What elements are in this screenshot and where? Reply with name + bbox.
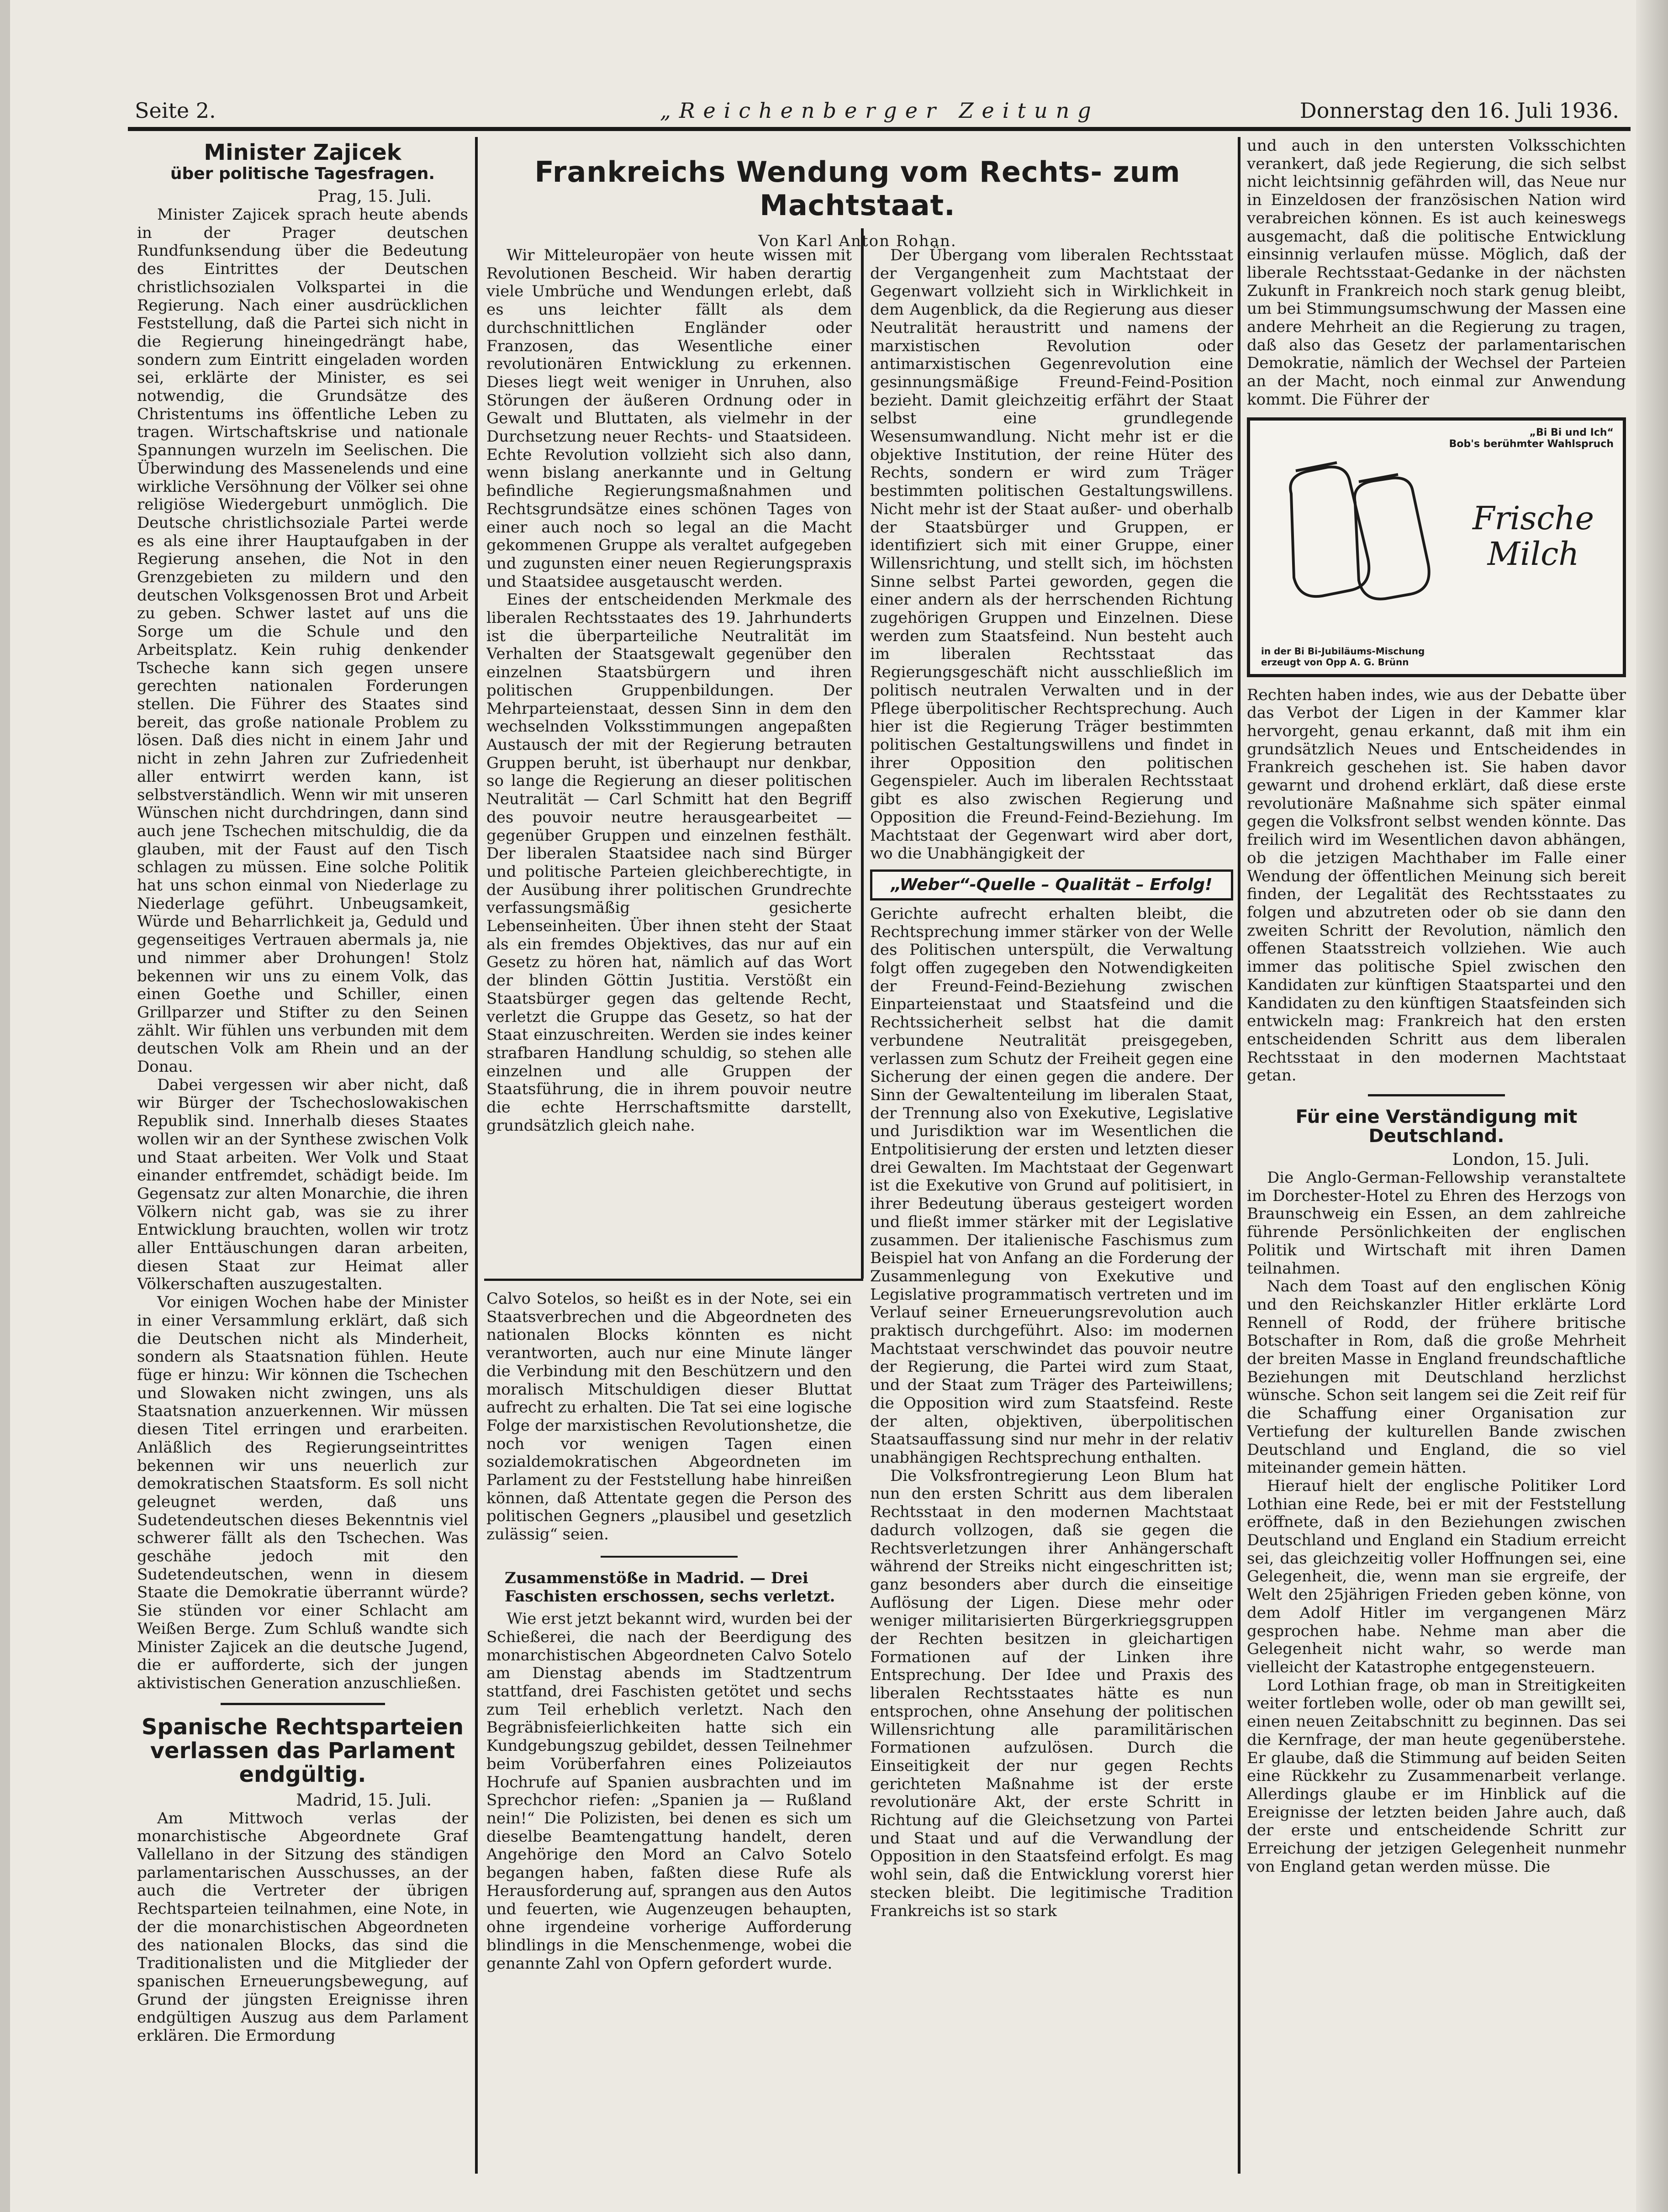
milk-brand: Frische Milch	[1472, 499, 1594, 573]
scan-edge-left	[0, 0, 10, 2212]
article-paragraph: Calvo Sotelos, so heißt es in der Note, sei ein Staatsverbrechen und die Abgeordneten des nationalen Blocks könnten es nicht verantworten, auch nur eine Minute länger die Verbindung mit den Beschützern und den moralisch Mitschuldigen dieser Bluttat aufrecht zu erhalten. Die Tat sei eine logische Folge der marxistischen Revolutionshetze, die noch vor wenigen Tagen einen sozialdemokratischen Abgeordneten im Parlament zu der Feststellung habe hinreißen können, daß Attentate gegen die Person des politischen Gegners „plausibel und gesetzlich zulässig“ seien.	[486, 1290, 852, 1544]
article-paragraph: Vor einigen Wochen habe der Minister in einer Versammlung erklärt, daß sich die Deutschen nicht als Minderheit, sondern als Staatsnation fühlen. Heute füge er hinzu: Wir können die Tschechen und Slowaken nicht zwingen, uns als Staatsnation anzuerkennen. Wir müssen diesen Titel erringen und erarbeiten. Anläßlich des Regierungseintrittes bekennen wir uns neuerlich zur demokratischen Staatsform. Es soll nicht geleugnet werden, daß uns Sudetendeutschen dieses Bekenntnis viel schwerer fällt als den Tschechen. Was geschähe jedoch mit den Sudetendeutschen, wenn in diesem Staate die Demokratie überrannt würde? Sie stünden vor einer Schlacht am Weißen Berge. Zum Schluß wandte sich Minister Zajicek an die deutsche Jugend, die er aufforderte, sich der jungen aktivistischen Generation anzuschließen.	[137, 1293, 468, 1692]
article-paragraph: Am Mittwoch verlas der monarchistische Abgeordnete Graf Vallellano in der Sitzung des ständigen parlamentarischen Ausschusses, an der auch die Vertreter der übrigen Rechtsparteien teilnahmen, eine Note, in der die monarchistischen Abgeordneten des nationalen Blocks, das sind die Traditionalisten und die Mitglieder der spanischen Erneuerungsbewegung, auf Grund der jüngsten Ereignisse ihren endgültigen Auszug aus dem Parlament erklären. Die Ermordung	[137, 1809, 468, 2045]
article-paragraph: Eines der entscheidenden Merkmale des liberalen Rechtsstaates des 19. Jahrhunderts ist die überparteiliche Neutralität im Verhalten der Staatsgewalt gegenüber den einzelnen Staatsbürgern und ihren politischen Gruppenbildungen. Der Mehrparteienstaat, dessen Sinn in dem den wechselnden Volksstimmungen angepaßten Austausch der mit der Regierung betrauten Gruppen beruht, ist überhaupt nur denkbar, so lange die Regierung an dieser politischen Neutralität — Carl Schmitt hat den Begriff des pouvoir neutre herausgearbeitet — gegenüber Gruppen und einzelnen festhält. Der liberalen Staatsidee nach sind Bürger und politische Parteien gleichberechtigte, in der Ausübung ihrer politischen Grundrechte verfassungsmäßig gesicherte Lebenseinheiten. Über ihnen steht der Staat als ein fremdes Objektives, das nur auf ein Gesetz zu hören hat, nämlich auf das Wort der blinden Göttin Justitia. Verstößt ein Staatsbürger gegen das geltende Recht, verletzt die Gruppe das Gesetz, so hat der Staat einzuschreiten. Werden sie indes keiner strafbaren Handlung schuldig, so stehen alle einzelnen und alle Gruppen der Staatsführung, die in ihrem pouvoir neutre die echte Herrschaftsmitte darstellt, grundsätzlich gleich nahe.	[486, 590, 852, 1135]
page-header	[135, 98, 1619, 126]
article-paragraph: Hierauf hielt der englische Politiker Lord Lothian eine Rede, bei er mit der Feststellung eröffnete, daß in den Beziehungen zwischen Deutschland und England ein Stadium erreicht sei, das gleichzeitig voller Hoffnungen sei, eine Gelegenheit, die, wenn man sie ergreife, der Welt den 25jährigen Frieden geben könne, von dem Adolf Hitler im vergangenen März gesprochen habe. Nehme man aber die Gelegenheit nicht wahr, so werde man vielleicht der Katastrophe entgegensteuern.	[1247, 1476, 1626, 1676]
milk-slogan: „Bi Bi und Ich“ Bob's berühmter Wahlspruch	[1449, 427, 1614, 450]
header-rule	[128, 127, 1631, 131]
milk-advertisement	[1247, 417, 1626, 677]
article-paragraph: Dabei vergessen wir aber nicht, daß wir Bürger der Tschechoslowakischen Republik sind. Innerhalb dieses Staates wollen wir an der Synthese zwischen Volk und Staat arbeiten. Wer Volk und Staat einander entfremdet, schädigt beide. Im Gegensatz zur alten Monarchie, die ihren Völkern nicht gab, was sie zu ihrer Entwicklung brauchten, wollen wir trotz aller Enttäuschungen daran arbeiten, diesen Staat zur Heimat aller Völkerschaften auszugestalten.	[137, 1075, 468, 1294]
dateline: Madrid, 15. Juli.	[296, 1791, 432, 1810]
article-paragraph: und auch in den untersten Volksschichten verankert, daß jede Regierung, die sich selbst nicht leichtsinnig gefährden will, das Neue nur in Einzeldosen der französischen Nation wird verabreichen können. Es ist auch keineswegs ausgemacht, daß die politische Entwicklung einsinnig verlaufen müsse. Möglich, daß der liberale Rechtsstaat-Gedanke in der nächsten Zukunft in Frankreich noch stark genug bleibt, um bei Stimmungsumschwung der Massen eine andere Mehrheit an die Regierung zu tragen, daß also das Gesetz der parlamentarischen Demokratie, nämlich der Wechsel der Parteien an der Macht, noch einmal zur Anwendung kommt. Die Führer der	[1247, 137, 1626, 409]
article-paragraph: Wie erst jetzt bekannt wird, wurden bei der Schießerei, die nach der Beerdigung des monarchistischen Abgeordneten Calvo Sotelo am Dienstag abends im Stadtzentrum stattfand, drei Faschisten getötet und sechs zum Teil erheblich verletzt. Nach den Begräbnisfeierlichkeiten hatte sich ein Kundgebungszug gebildet, dessen Teilnehmer beim Vorüberfahren eines Polizeiautos Hochrufe auf Spanien ausbrachten und im Sprechchor riefen: „Spanien ja — Rußland nein!“ Die Polizisten, bei denen es sich um dieselbe Beamtengattung handelt, deren Angehörige den Mord an Calvo Sotelo begangen haben, faßten diese Rufe als Herausforderung auf, sprangen aus den Autos und feuerten, wie Augenzeugen behaupten, ohne irgendeine vorherige Aufforderung blindlings in die Menschenmenge, wobei die genannte Zahl von Opfern gefordert wurde.	[486, 1610, 852, 1973]
page-number: Seite 2.	[135, 98, 216, 123]
headline-spain: Spanische Rechtsparteien verlassen das Parlament endgültig.	[141, 1714, 464, 1787]
article-paragraph: Die Volksfrontregierung Leon Blum hat nun den ersten Schritt aus dem liberalen Rechtsstaat in den modernen Machtstaat dadurch vollzogen, daß sie gegen die Rechtsverletzungen ihrer Anhängerschaft während der Streiks nicht eingeschritten ist; ganz besonders aber durch die einseitige Auflösung der Ligen. Diese mehr oder weniger militarisierten Bürgerkriegsgruppen der Rechten besitzen in gleichartigen Formationen auf der Linken ihre Entsprechung. Der Idee und Praxis des liberalen Rechtsstaates hätte es nun entsprochen, ohne Ansehung der politischen Willensrichtung alle paramilitärischen Formationen aufzulösen. Durch die Einseitigkeit der nur gegen Rechts gerichteten Maßnahme ist der erste revolutionäre Akt, der erste Schritt in Richtung auf die Gleichsetzung von Partei und Staat und auf die Verwandlung der Opposition in den Staatsfeind erfolgt. Es mag wohl sein, daß die Entwicklung vorerst hier stecken bleibt. Die legitimische Tradition Frankreichs ist so stark	[870, 1466, 1233, 1920]
article-paragraph: Gerichte aufrecht erhalten bleibt, die Rechtsprechung immer stärker von der Welle des Politischen unterspült, die Verwaltung folgt offen zugegeben den Notwendigkeiten der Freund-Feind-Beziehung zwischen Einparteienstaat und Staatsfeind und die Rechtssicherheit selbst hat die damit verbundene Neutralität preisgegeben, verlassen zum Schutz der Freiheit gegen eine Sicherung der einen gegen die andere. Der Sinn der Gewaltenteilung im liberalen Staat, der Trennung also von Exekutive, Legislative und Jurisdiktion war im Wesentlichen die Entpolitisierung der ersten und letzten dieser drei Gewalten. Im Machtstaat der Gegenwart ist die Exekutive von Grund auf politisiert, in ihrer Bedeutung überaus gesteigert worden und fließt immer stärker mit der Legislative zusammen. Der italienische Faschismus zum Beispiel hat von Anfang an die Forderung der Zusammenlegung von Exekutive und Legislative programmatisch vertreten und im Verlauf seiner Erneuerungsrevolution auch praktisch durchgeführt. Also: im modernen Machtstaat verschwindet das pouvoir neutre der Regierung, die Partei wird zum Staat, und der Staat zum Träger des Parteiwillens; die Opposition wird zum Staatsfeind. Reste der alten, objektiven, überpolitischen Staatsauffassung sind nur mehr in der relativ unabhängigen Rechtsprechung enthalten.	[870, 904, 1233, 1467]
masthead: „Reichenberger Zeitung	[660, 98, 1099, 123]
article-divider	[1368, 1085, 1505, 1096]
column-rule	[475, 137, 478, 2174]
subheadline-zajicek: über politische Tagesfragen.	[170, 164, 435, 183]
column-rule	[1238, 137, 1240, 2174]
issue-date: Donnerstag den 16. Juli 1936.	[1299, 98, 1619, 123]
column-2	[486, 247, 852, 1263]
headline-germany: Für eine Verständigung mit Deutschland.	[1295, 1106, 1578, 1147]
weber-ad-text: „Weber“-Quelle – Qualität – Erfolg!	[891, 875, 1213, 894]
article-paragraph: Lord Lothian frage, ob man in Streitigkeiten weiter fortleben wolle, oder ob man gewillt sei, einen neuen Zeitabschnitt zu beginnen. Das sei die Kernfrage, der man heute gegenüberstehe. Er glaube, daß die Stimmung auf beiden Seiten eine Rückkehr zu Zusammenarbeit verlange. Allerdings glaube er im Hinblick auf die Ereignisse der letzten beiden Jahre auch, daß der erste und entscheidende Schritt zur Erreichung der jetzigen Gelegenheit nunmehr von England getan werden müsse. Die	[1247, 1676, 1626, 1876]
headline-zajicek: Minister Zajicek	[204, 140, 401, 165]
article-paragraph: Der Übergang vom liberalen Rechtsstaat der Vergangenheit zum Machtstaat der Gegenwart vollzieht sich in Wirklichkeit in dem Augenblick, da die Regierung aus dieser Neutralität heraustritt und namens der marxistischen Revolution oder antimarxistischen Gegenrevolution eine gesinnungsmäßige Freund-Feind-Position bezieht. Damit gleichzeitig erfährt der Staat selbst eine grundlegende Wesensumwandlung. Nicht mehr ist er die objektive Institution, der reine Hüter des Rechts, sondern er wird zum Träger bestimmten politischen Gestaltungswillens. Nicht mehr ist der Staat außer- und oberhalb der Staatsbürger und Gruppen, er identifiziert sich mit einer Gruppe, einer Willensrichtung, und stellt sich, im höchsten Sinne selbst Partei geworden, gegen die einer andern als der herrschenden Richtung zugehörigen Gruppen und Einzelnen. Diese werden zum Staatsfeind. Nun besteht auch im liberalen Rechtsstaat das Regierungsgeschäft nicht ausschließlich im politisch neutralen Verwalten und in der Pflege überpolitischer Rechtsprechung. Auch hier ist die Regierung Träger bestimmten politischen Gestaltungswillens und findet in ihrer Opposition den politischen Gegenspieler. Auch im liberalen Rechtsstaat gibt es also zwischen Regierung und Opposition die Freund-Feind-Beziehung. Im Machtstaat der Gegenwart wird aber dort, wo die Unabhängigkeit der	[870, 247, 1233, 863]
column-rule	[861, 228, 864, 1279]
article-paragraph: Die Anglo-German-Fellowship veranstaltete im Dorchester-Hotel zu Ehren des Herzogs von Braunschweig ein Essen, an dem zahlreiche führende Persönlichkeiten der englischen Politik und Wirtschaft mit ihren Damen teilnahmen.	[1247, 1169, 1626, 1278]
weber-ad	[870, 869, 1233, 901]
dateline: London, 15. Juli.	[1452, 1150, 1589, 1169]
article-paragraph: Nach dem Toast auf den englischen König und den Reichskanzler Hitler erklärte Lord Rennell of Rodd, der frühere britische Botschafter in Rom, daß die große Mehrheit der breiten Masse in England freundschaftliche Beziehungen mit Deutschland herzlichst wünsche. Schon seit langem sei die Zeit reif für die Schaffung einer Organisation zur Vertiefung der kulturellen Bande zwischen Deutschland und England, die so viel miteinander gemein hätten.	[1247, 1277, 1626, 1477]
main-headline: Frankreichs Wendung vom Rechts- zum Machtstaat.	[534, 155, 1181, 222]
column-3	[870, 247, 1233, 2165]
article-divider	[601, 1544, 738, 1558]
scan-edge-right	[1636, 0, 1668, 2212]
column-1	[137, 137, 468, 2175]
milk-footer: in der Bi Bi-Jubiläums-Mischung erzeugt von Opp A. G. Brünn	[1261, 645, 1425, 668]
article-paragraph: Rechten haben indes, wie aus der Debatte über das Verbot der Ligen in der Kammer klar hervorgeht, genau erkannt, daß mit ihm ein grundsätzlich Neues und Entscheidendes in Frankreich geschehen ist. Sie haben davor gewarnt und drohend erklärt, daß diese erste revolutionäre Maßnahme sich später einmal gegen die Volksfront selbst wenden könnte. Das freilich wird im Wesentlichen davon abhängen, ob die jetzigen Machthaber im Falle einer Wendung der öffentlichen Meinung sich bereit finden, der Legalität des Rechtsstaates zu folgen und abzutreten oder ob sie dann den zweiten Schritt der Revolution, nämlich den offenen Staatsstreich vollziehen. Wie auch immer das politische Spiel zwischen den Kandidaten zur künftigen Staatspartei und den Kandidaten zu den künftigen Staatsfeinden sich entwickeln mag: Frankreich hat den ersten entscheidenden Schritt aus dem liberalen Rechtsstaat in den modernen Machtstaat getan.	[1247, 685, 1626, 1085]
byline: Von Karl Anton Rohan.	[758, 232, 957, 250]
article-divider	[221, 1693, 385, 1705]
article-paragraph: Wir Mitteleuropäer von heute wissen mit Revolutionen Bescheid. Wir haben derartig viele Umbrüche und Wendungen erlebt, daß es uns leichter fällt als dem durchschnittlichen Engländer oder Franzosen, das Wesentliche einer revolutionären Entwicklung zu erkennen. Dieses liegt weit weniger in Unruhen, also Störungen der äußeren Ordnung oder in Gewalt und Bluttaten, als vielmehr in der Durchsetzung neuer Rechts- und Staatsideen. Echte Revolution vollzieht sich also dann, wenn bislang anerkannte und in Geltung befindliche Regierungsmaßnahmen und Rechtsgrundsätze eines schönen Tages von einer auch noch so legal an die Macht gekommenen Gruppe als veraltet aufgegeben und zugunsten einer neuen Regierungspraxis und Staatsidee ausgetauscht werden.	[486, 247, 852, 591]
milk-bottles-icon	[1264, 439, 1456, 631]
column-2-lower	[486, 1290, 852, 2175]
column-4	[1247, 137, 1626, 2175]
headline-madrid: Zusammenstöße in Madrid. — Drei Faschisten erschossen, sechs verletzt.	[505, 1569, 835, 1606]
main-headline-block	[484, 155, 1231, 250]
article-paragraph: Minister Zajicek sprach heute abends in der Prager deutschen Rundfunksendung über die Bedeutung des Eintrittes der Deutschen christlichsozialen Volkspartei in die Regierung. Nach einer ausdrücklichen Feststellung, daß die Partei sich nicht in die Regierung hineingedrängt habe, sondern zum Eintritt eingeladen worden sei, erklärte der Minister, es sei notwendig, die Grundsätze des Christentums ins öffentliche Leben zu tragen. Wirtschaftskrise und nationale Spannungen wurzeln im Seelischen. Die Überwindung des Massenelends und eine wirkliche Versöhnung der Völker sei ohne religiöse Wiedergeburt unmöglich. Die Deutsche christlichsoziale Partei werde es als eine ihrer Hauptaufgaben in der Regierung ansehen, die Not in den Grenzgebieten zu mildern und den deutschen Volksgenossen Brot und Arbeit zu geben. Schwer lastet auf uns die Sorge um die Schule und den Arbeitsplatz. Kein ruhig denkender Tscheche kann sich gegen unsere gerechten nationalen Forderungen stellen. Die Führer des Staates sind bereit, das große nationale Problem zu lösen. Daß dies nicht in einem Jahr und nicht in zehn Jahren zur Zufriedenheit aller entwirrt werden kann, ist selbstverständlich. Wenn wir mit unseren Wünschen nicht durchdringen, dann sind auch jene Tschechen mitschuldig, die da glauben, mit der Faust auf den Tisch schlagen zu müssen. Eine solche Politik hat uns schon einmal von Niederlage zu Niederlage geführt. Unbeugsamkeit, Würde und Beharrlichkeit ja, Geduld und gegenseitiges Vertrauen abermals ja, nie und nimmer aber Drohungen! Stolz bekennen wir uns zu einem Volk, das einen Goethe und Schiller, einen Grillparzer und Stifter zu den Seinen zählt. Wir fühlen uns verbunden mit dem deutschen Volk am Rhein und an der Donau.	[137, 205, 468, 1076]
dateline: Prag, 15. Juli.	[317, 187, 432, 206]
article-end-rule	[484, 1279, 863, 1281]
